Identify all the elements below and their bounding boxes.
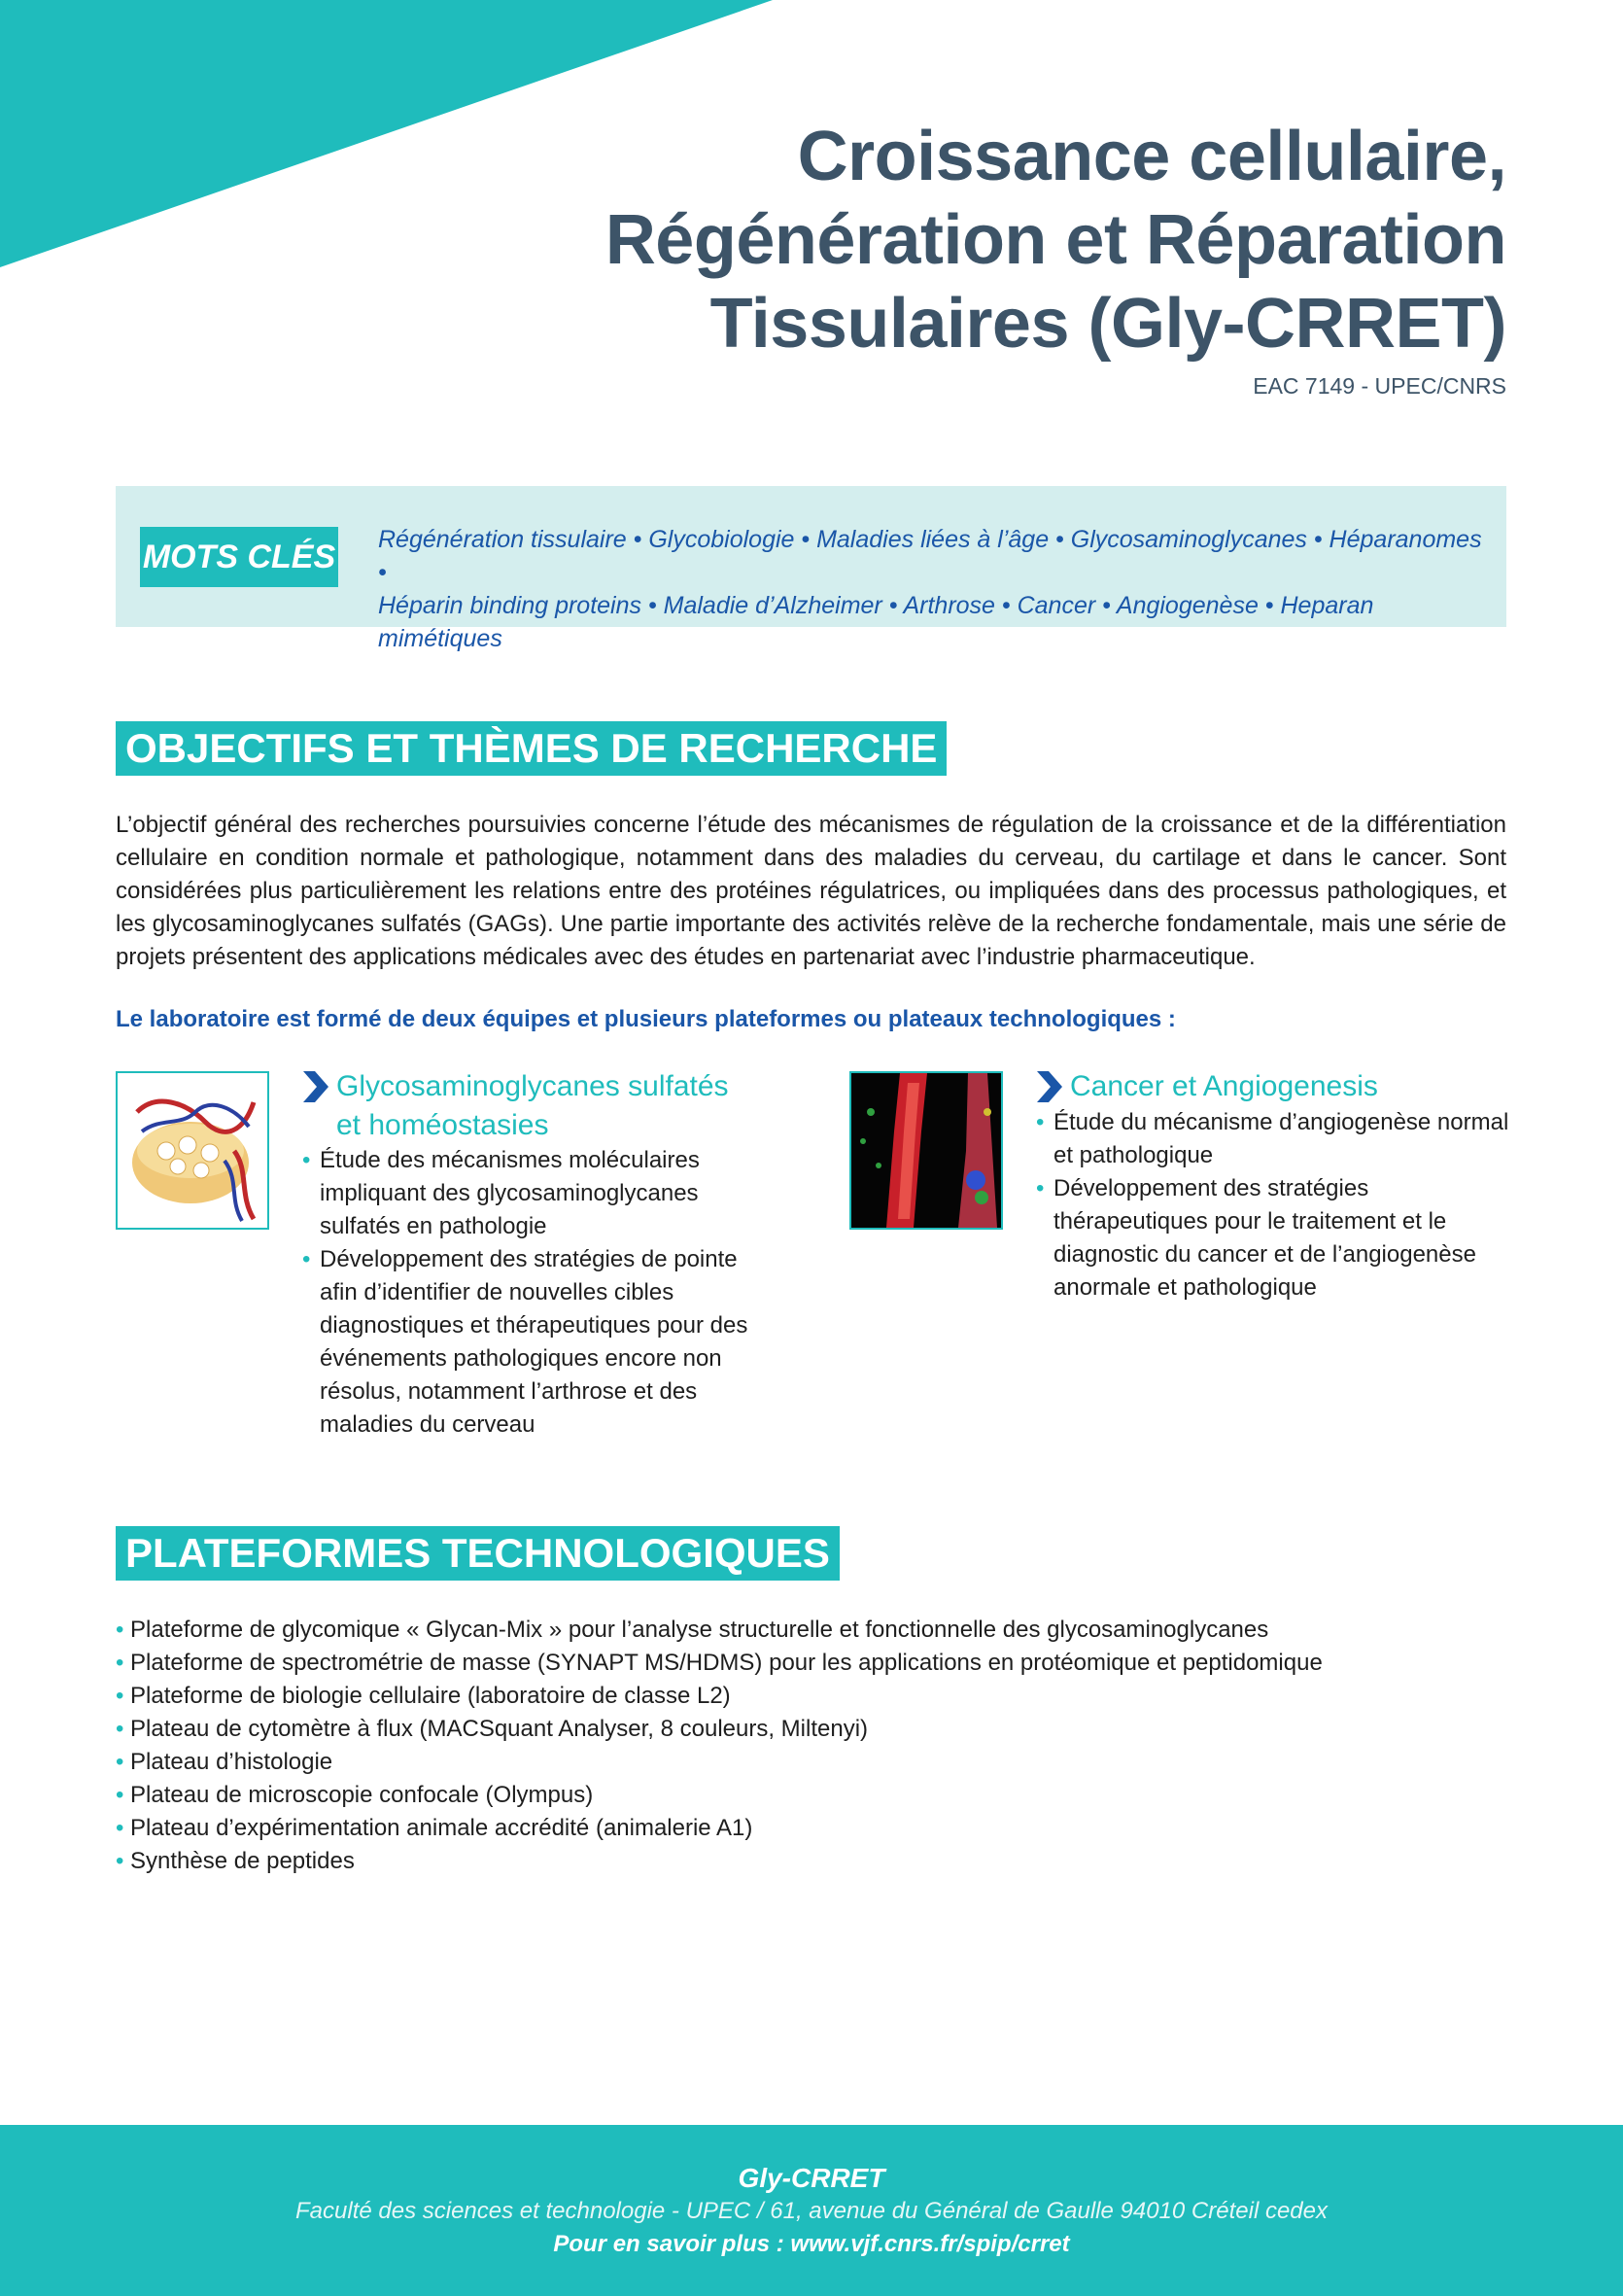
team-2-micrograph [849, 1071, 1003, 1230]
footer-name: Gly-CRRET [738, 2163, 885, 2193]
list-item: • Plateforme de glycomique « Glycan-Mix » pour l’analyse structurelle et fonctionnelle des glycosaminoglycanes [116, 1614, 1506, 1647]
platforms-list [116, 1614, 1506, 1878]
list-item: • Développement des stratégies de pointe afin d’identifier de nouvelles cibles diagnostiques et thérapeutiques pour des événements pathologiques encore non résolus, notamment l’arthrose et des maladies du cerveau [302, 1243, 749, 1442]
team-2-title [1070, 1067, 1378, 1106]
team-1-title-line-2: et homéostasies [336, 1109, 549, 1141]
team-2-title-line-1: Cancer et Angiogenesis [1070, 1070, 1378, 1102]
team-1-title [336, 1067, 729, 1145]
page-title [437, 115, 1506, 400]
keywords-label: MOTS CLÉS [140, 527, 338, 587]
objectives-heading: OBJECTIFS ET THÈMES DE RECHERCHE [116, 721, 947, 776]
chevron-right-icon [1035, 1071, 1064, 1102]
team-1-title-line-1: Glycosaminoglycanes sulfatés [336, 1070, 729, 1102]
footer [0, 2125, 1623, 2296]
list-item: • Plateau d’histologie [116, 1746, 1506, 1779]
team-2-list [1036, 1106, 1512, 1305]
list-item: • Plateau d’expérimentation animale accrédité (animalerie A1) [116, 1812, 1506, 1845]
list-item: • Plateforme de spectrométrie de masse (SYNAPT MS/HDMS) pour les applications en protéomique et peptidomique [116, 1647, 1506, 1680]
title-line-1: Croissance cellulaire, [797, 118, 1506, 195]
list-item: • Développement des stratégies thérapeutiques pour le traitement et le diagnostic du cancer et de l’angiogenèse anormale et pathologique [1036, 1172, 1512, 1305]
keywords-box [116, 486, 1506, 652]
title-line-2: Régénération et Réparation [604, 201, 1506, 279]
list-item: • Plateforme de biologie cellulaire (laboratoire de classe L2) [116, 1680, 1506, 1713]
team-1-illustration [116, 1071, 269, 1230]
footer-address: Faculté des sciences et technologie - UPEC / 61, avenue du Général de Gaulle 94010 Créteil cedex [295, 2198, 1328, 2224]
keywords-line-2: Héparin binding proteins • Maladie d’Alzheimer • Arthrose • Cancer • Angiogenèse • Heparan mimétiques [378, 592, 1374, 652]
keywords-line-1: Régénération tissulaire • Glycobiologie • Maladies liées à l’âge • Glycosaminoglycanes • Héparanomes • [378, 526, 1482, 586]
list-item: • Étude du mécanisme d’angiogenèse normal et pathologique [1036, 1106, 1512, 1172]
title-line-3: Tissulaires (Gly-CRRET) [709, 285, 1506, 363]
objectives-paragraph: L’objectif général des recherches poursuivies concerne l’étude des mécanismes de régulation de la croissance et de la différentiation cellulaire en condition normale et pathologique, notamment dans des maladies du cerveau, du cartilage et dans le cancer. Sont considérées plus particulièrement les relations entre des protéines régulatrices, ou impliquées dans des processus pathologiques, et les glycosaminoglycanes sulfatés (GAGs). Une partie importante des activités relève de la recherche fondamentale, mais une série de projets présentent des applications médicales avec des études en partenariat avec l’industrie pharmaceutique. [116, 812, 1506, 970]
list-item: • Synthèse de peptides [116, 1845, 1506, 1878]
platforms-heading: PLATEFORMES TECHNOLOGIQUES [116, 1526, 840, 1581]
keywords-list [378, 523, 1486, 655]
list-item: • Plateau de cytomètre à flux (MACSquant Analyser, 8 couleurs, Miltenyi) [116, 1713, 1506, 1746]
footer-website: Pour en savoir plus : www.vjf.cnrs.fr/spip/crret [553, 2231, 1070, 2257]
chevron-right-icon [301, 1071, 330, 1102]
list-item: • Étude des mécanismes moléculaires impliquant des glycosaminoglycanes sulfatés en pathologie [302, 1144, 749, 1243]
page-subtitle: EAC 7149 - UPEC/CNRS [1253, 373, 1506, 399]
lab-intro: Le laboratoire est formé de deux équipes et plusieurs plateformes ou plateaux technologiques : [116, 1006, 1176, 1032]
team-1-list [302, 1144, 749, 1442]
list-item: • Plateau de microscopie confocale (Olympus) [116, 1779, 1506, 1812]
